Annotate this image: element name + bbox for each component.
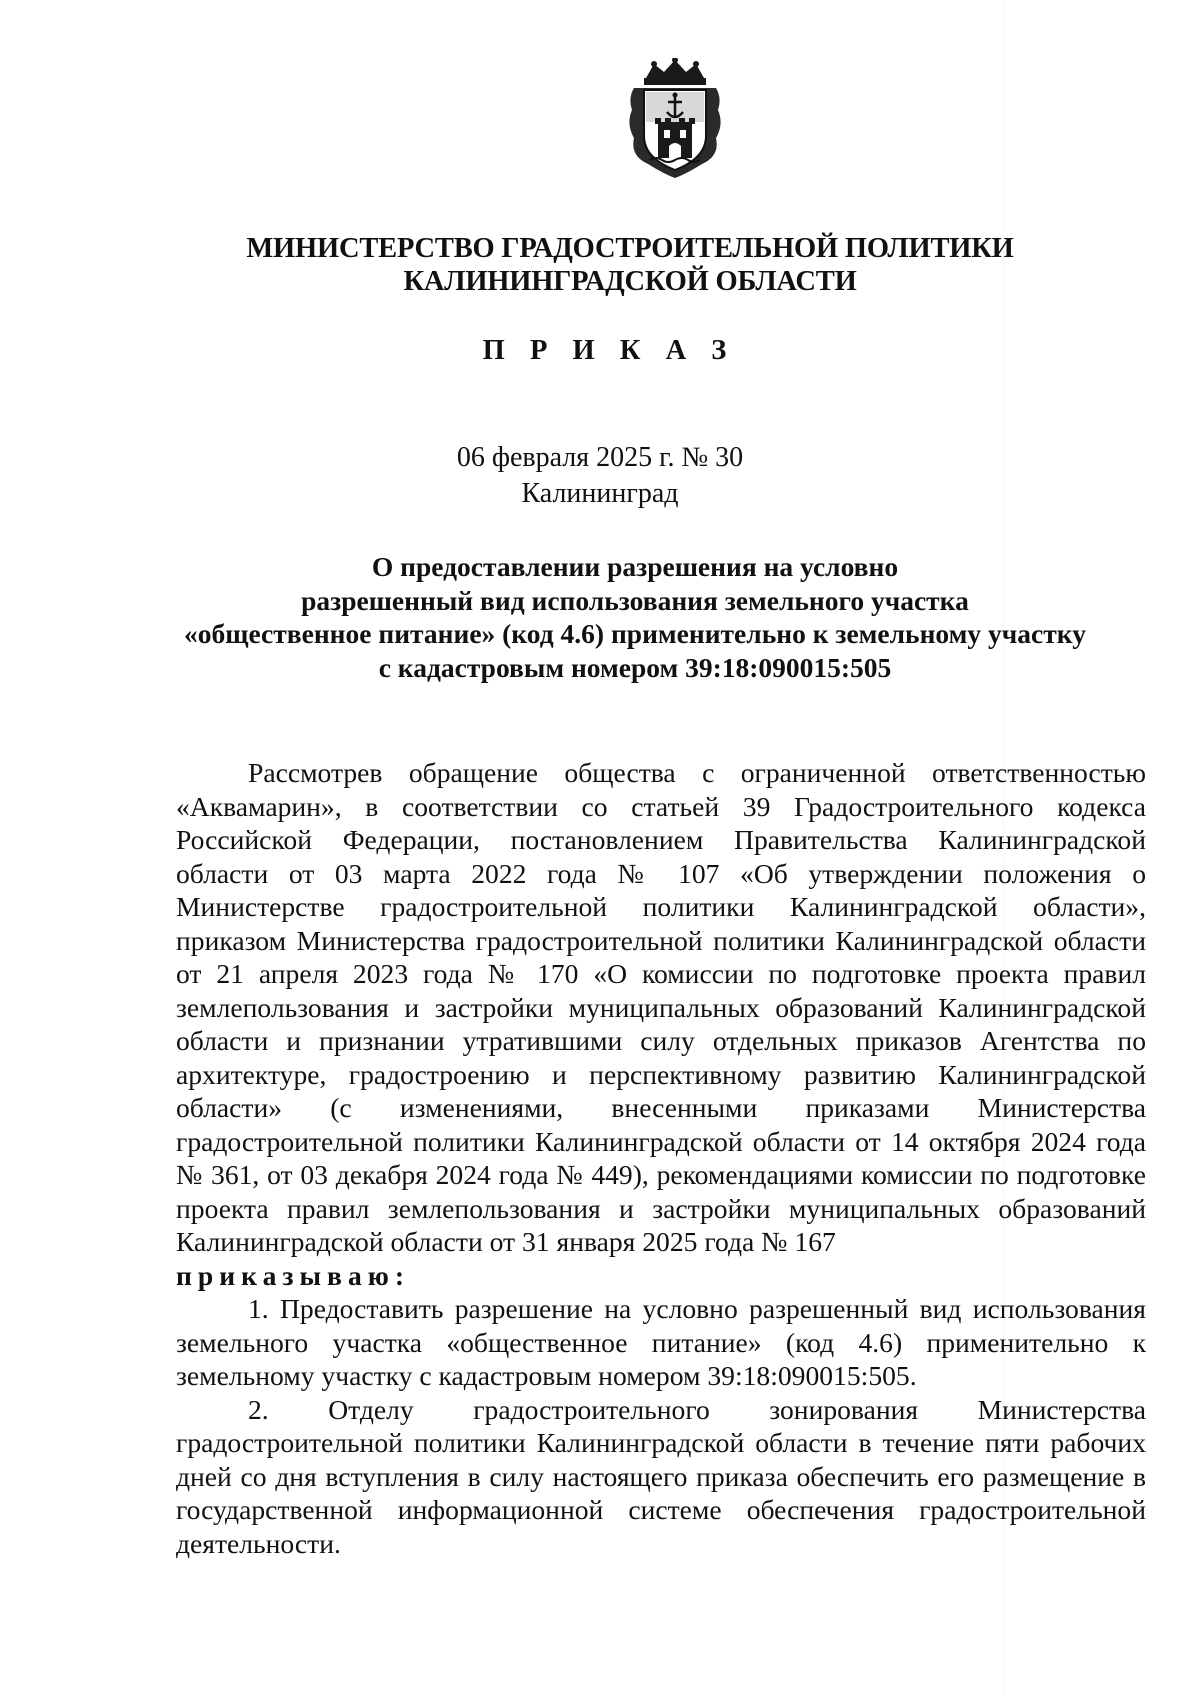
date-number: 06 февраля 2025 г. № 30 bbox=[456, 442, 744, 473]
subject-line-4: с кадастровым номером 39:18:090015:505 bbox=[378, 651, 892, 683]
order-body bbox=[176, 756, 1146, 1560]
subject-line-2: разрешенный вид использования земельного участка bbox=[301, 584, 969, 616]
city: Калининград bbox=[521, 478, 679, 509]
document-type-heading: П Р И К А З bbox=[482, 335, 736, 366]
order-subject bbox=[150, 550, 1120, 684]
order-item-1: 1. Предоставить разрешение на условно разрешенный вид использования земельного участка «общественное питание» (код 4.6) применительно к земельному участку с кадастровым номером 39:18:090015:505. bbox=[176, 1293, 1146, 1391]
ministry-line-1: МИНИСТЕРСТВО ГРАДОСТРОИТЕЛЬНОЙ ПОЛИТИКИ bbox=[246, 233, 1014, 264]
coat-of-arms-icon bbox=[624, 58, 726, 180]
date-and-place bbox=[300, 440, 900, 512]
order-items bbox=[176, 1292, 1146, 1560]
subject-line-3: «общественное питание» (код 4.6) применительно к земельному участку bbox=[184, 618, 1086, 649]
order-item-2: 2. Отделу градостроительного зонирования Министерства градостроительной политики Калининградской области в течение пяти рабочих дней со дня вступления в силу настоящего приказа обеспечить его размещение в государственной информационной системе обеспечения градостроительной деятельности. bbox=[176, 1393, 1146, 1559]
preamble-text: Рассмотрев обращение общества с ограниченной ответственностью «Аквамарин», в соответствии со статьей 39 Градостроительного кодекса Российской Федерации, постановлением Правительства Калининградской области от 03 марта 2022 года № 107 «Об утверждении положения о Министерстве градостроительной политики Калининградской области», приказом Министерства градостроительной политики Калининградской области от 21 апреля 2023 года № 170 «О комиссии по подготовке проекта правил землепользования и застройки муниципальных образований Калининградской области и признании утратившими силу отдельных приказов Агентства по архитектуре, градостроению и перспективному развитию Калининградской области» (с изменениями, внесенными приказами Министерства градостроительной политики Калининградской области от 14 октября 2024 года № 361, от 03 декабря 2024 года № 449), рекомендациями комиссии по подготовке проекта правил землепользования и застройки муниципальных образований Калининградской области от 31 января 2025 года № 167 bbox=[176, 757, 1146, 1257]
ministry-name bbox=[180, 232, 1080, 298]
ministry-line-2: КАЛИНИНГРАДСКОЙ ОБЛАСТИ bbox=[403, 266, 857, 297]
preamble-paragraph bbox=[176, 756, 1146, 1259]
subject-line-1: О предоставлении разрешения на условно bbox=[371, 551, 899, 582]
orders-word: приказываю: bbox=[176, 1259, 411, 1291]
